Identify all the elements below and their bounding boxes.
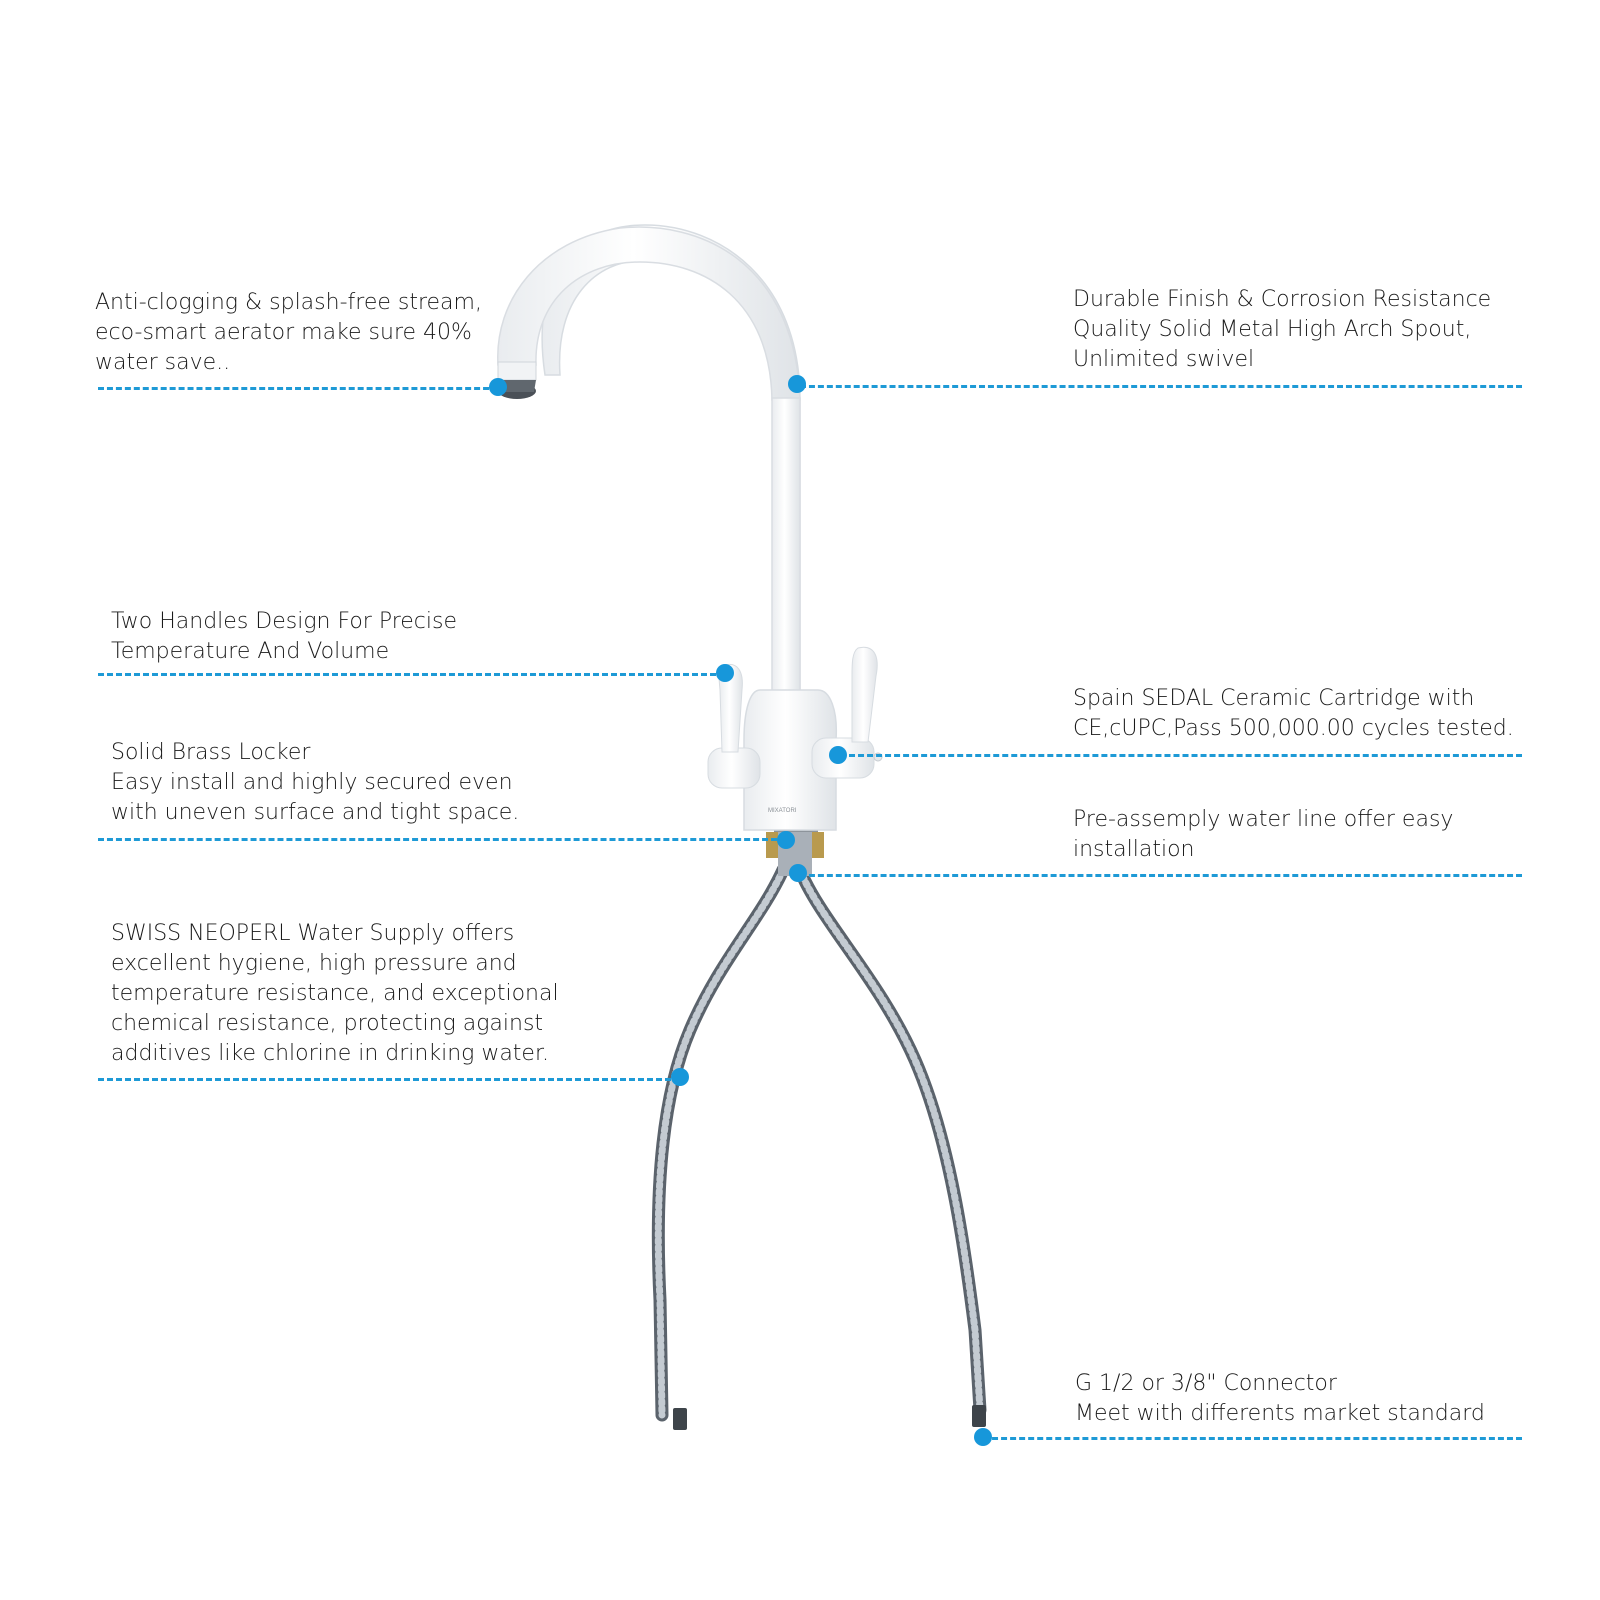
finish-callout [1073,285,1491,375]
aerator-leader-line [98,387,498,390]
supply-marker-dot [671,1068,689,1086]
handles-leader-line [98,673,725,676]
cartridge-callout-line-1: Spain SEDAL Ceramic Cartridge with [1073,686,1475,711]
finish-callout-line-2: Quality Solid Metal High Arch Spout, [1073,317,1472,342]
finish-marker-dot [788,375,806,393]
aerator-marker-dot [489,378,507,396]
cartridge-callout-line-2: CE,cUPC,Pass 500,000.00 cycles tested. [1073,716,1514,741]
brand-mark: MIXATORI [768,808,797,814]
supply-callout [111,919,559,1069]
waterline-callout [1073,805,1453,865]
locker-callout [111,738,519,828]
aerator-callout-line-1: Anti-clogging & splash-free stream, [95,290,482,315]
locker-marker-dot [777,831,795,849]
connector-callout-line-1: G 1/2 or 3/8" Connector [1075,1371,1337,1396]
connector-marker-dot [974,1428,992,1446]
handles-callout-line-2: Temperature And Volume [111,639,390,664]
waterline-callout-line-1: Pre-assemply water line offer easy [1073,807,1454,832]
aerator-callout-line-2: eco-smart aerator make sure 40% [95,320,472,345]
locker-leader-line [98,838,786,841]
cartridge-marker-dot [829,746,847,764]
locker-callout-line-3: with uneven surface and tight space. [111,800,520,825]
finish-callout-line-1: Durable Finish & Corrosion Resistance [1073,287,1492,312]
locker-callout-line-1: Solid Brass Locker [111,740,311,765]
supply-callout-line-1: SWISS NEOPERL Water Supply offers [111,921,515,946]
connector-callout [1075,1369,1485,1429]
waterline-callout-line-2: installation [1073,837,1195,862]
supply-hoses [658,870,986,1430]
supply-callout-line-3: temperature resistance, and exceptional [111,981,559,1006]
supply-leader-line [98,1078,680,1081]
handles-callout [111,607,457,667]
handles-callout-line-1: Two Handles Design For Precise [111,609,458,634]
cartridge-leader-line [840,754,1522,757]
handles-marker-dot [716,664,734,682]
finish-leader-line [800,385,1522,388]
supply-callout-line-4: chemical resistance, protecting against [111,1011,544,1036]
finish-callout-line-3: Unlimited swivel [1073,347,1255,372]
locker-callout-line-2: Easy install and highly secured even [111,770,513,795]
spout [498,225,800,720]
waterline-marker-dot [789,864,807,882]
cartridge-callout [1073,684,1514,744]
waterline-leader-line [800,874,1522,877]
aerator-callout-line-3: water save.. [95,350,231,375]
aerator-callout [95,288,482,378]
connector-leader-line [983,1437,1522,1440]
supply-callout-line-5: additives like chlorine in drinking water. [111,1041,549,1066]
supply-callout-line-2: excellent hygiene, high pressure and [111,951,517,976]
connector-callout-line-2: Meet with differents market standard [1075,1401,1485,1426]
